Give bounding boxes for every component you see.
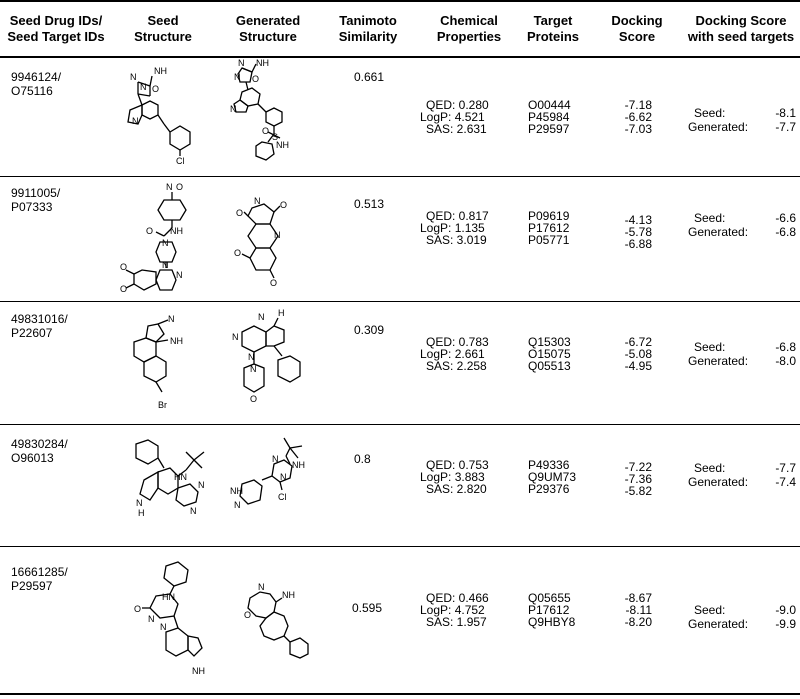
header-generated-line1: Generated — [235, 13, 301, 28]
docking-scores-3 — [612, 336, 652, 372]
atom-label: N — [250, 364, 257, 374]
header-seed-structure — [128, 13, 198, 45]
generated-structure-3 — [228, 308, 312, 425]
target-proteins-4 — [528, 459, 576, 495]
atom-label: O — [176, 182, 184, 192]
docking-seed-targets-1 — [688, 106, 796, 134]
atom-label: N — [258, 312, 265, 322]
atom-label: O — [120, 262, 128, 272]
atom-label: O — [244, 610, 252, 620]
target-protein: O00444 — [528, 98, 571, 112]
header-targets-line2: Proteins — [526, 29, 579, 44]
atom-label: N — [166, 182, 173, 192]
docking-score: -4.95 — [624, 359, 652, 373]
target-protein: P49336 — [528, 458, 570, 472]
generated-score: -6.8 — [775, 225, 796, 239]
atom-label: N — [162, 238, 169, 248]
seed-score-row — [688, 461, 796, 475]
seed-structure-1 — [120, 60, 220, 180]
generated-label: Generated: — [688, 617, 749, 631]
target-proteins-1 — [528, 99, 571, 135]
docking-score: -5.08 — [624, 347, 652, 361]
atom-label: Cl — [278, 492, 287, 502]
tanimoto-value: 0.595 — [352, 601, 383, 615]
target-protein: Q9HBY8 — [528, 615, 576, 629]
table-row-5-ids — [11, 565, 68, 593]
seed-drug-id: 49831016/ — [11, 312, 68, 326]
table-top-rule — [0, 0, 800, 2]
table-row-2-ids — [11, 186, 60, 214]
generated-score: -7.4 — [775, 475, 796, 489]
molecule-drawing — [238, 584, 308, 664]
header-targets — [510, 13, 596, 45]
seed-structure-5 — [122, 556, 212, 691]
docking-score: -6.62 — [624, 110, 652, 124]
target-protein: P17612 — [528, 603, 570, 617]
molecule-drawing — [122, 312, 202, 420]
atom-label: Br — [158, 400, 167, 410]
target-protein: P45984 — [528, 110, 570, 124]
seed-score: -6.6 — [775, 211, 796, 225]
docking-scores-5 — [612, 592, 652, 628]
atom-label: O — [262, 126, 270, 136]
atom-label: N — [160, 622, 167, 632]
docking-seed-targets-3 — [688, 340, 796, 368]
atom-label: N — [132, 116, 139, 126]
molecule-drawing — [122, 556, 212, 686]
table-row-3-ids — [11, 312, 68, 340]
atom-label: NH — [230, 486, 243, 496]
generated-structure-2 — [230, 194, 306, 291]
atom-label: N — [232, 332, 239, 342]
atom-label: N — [238, 58, 245, 68]
generated-label: Generated: — [688, 475, 749, 489]
docking-scores-2 — [612, 214, 652, 250]
qed-value: QED: 0.280 — [426, 98, 489, 112]
tanimoto-value: 0.513 — [354, 197, 385, 211]
row-divider — [0, 424, 800, 425]
atom-label: N — [168, 314, 175, 324]
chemical-properties-2 — [420, 210, 489, 246]
target-protein: Q05655 — [528, 591, 571, 605]
logp-value: LogP: 4.752 — [420, 603, 485, 617]
logp-value: LogP: 1.135 — [420, 221, 485, 235]
logp-value: LogP: 4.521 — [420, 110, 485, 124]
generated-score: -9.9 — [775, 617, 796, 631]
seed-score: -6.8 — [775, 340, 796, 354]
atom-label: N — [258, 582, 265, 592]
qed-value: QED: 0.783 — [426, 335, 489, 349]
atom-label: O — [146, 226, 154, 236]
header-tanimoto — [325, 13, 411, 45]
logp-value: LogP: 2.661 — [420, 347, 485, 361]
seed-drug-id: 9946124/ — [11, 70, 62, 84]
atom-label: HN — [162, 592, 175, 602]
header-seed-line1: Seed — [147, 13, 179, 28]
atom-label: O — [120, 284, 128, 294]
seed-target-id: O96013 — [11, 451, 54, 465]
atom-label: O — [236, 208, 244, 218]
docking-score: -8.11 — [625, 603, 652, 617]
header-ids — [0, 13, 112, 45]
atom-label: N — [198, 480, 205, 490]
header-chemical — [424, 13, 514, 45]
docking-seed-targets-4 — [688, 461, 796, 489]
header-generated-structure — [222, 13, 314, 45]
seed-label: Seed: — [694, 603, 726, 617]
table-row-4-ids — [11, 437, 68, 465]
atom-label: N — [280, 472, 287, 482]
target-protein: Q9UM73 — [528, 470, 577, 484]
atom-label: N — [274, 230, 281, 240]
target-protein: P09619 — [528, 209, 570, 223]
seed-score-row — [688, 211, 796, 225]
generated-score-row — [688, 354, 796, 368]
sas-value: SAS: 2.631 — [426, 122, 487, 136]
table-row-1-ids — [11, 70, 61, 98]
seed-score-row — [688, 106, 796, 120]
logp-value: LogP: 3.883 — [420, 470, 485, 484]
seed-label: Seed: — [694, 106, 726, 120]
target-protein: Q05513 — [528, 359, 571, 373]
atom-label: O — [134, 604, 142, 614]
header-seed-line2: Structure — [134, 29, 192, 44]
generated-score-row — [688, 225, 796, 239]
seed-label: Seed: — [694, 340, 726, 354]
header-docking-seed — [682, 13, 800, 45]
atom-label: H — [278, 308, 285, 318]
docking-score: -5.82 — [624, 484, 652, 498]
atom-label: NH — [154, 66, 167, 76]
atom-label: N — [230, 104, 237, 114]
atom-label: N — [254, 196, 261, 206]
atom-label: NH — [170, 226, 183, 236]
qed-value: QED: 0.466 — [426, 591, 489, 605]
chemical-properties-5 — [420, 592, 489, 628]
header-targets-line1: Target — [533, 13, 573, 28]
seed-target-id: P29597 — [11, 579, 53, 593]
docking-seed-targets-2 — [688, 211, 796, 239]
seed-target-id: P22607 — [11, 326, 53, 340]
docking-score: -5.78 — [624, 225, 652, 239]
docking-score: -7.36 — [624, 472, 652, 486]
generated-label: Generated: — [688, 120, 749, 134]
atom-label: O — [270, 278, 278, 288]
docking-score: -6.88 — [624, 237, 652, 251]
molecule-drawing — [228, 308, 312, 420]
atom-label: O — [250, 394, 258, 404]
docking-score: -7.18 — [624, 98, 652, 112]
header-ids-line2: Seed Target IDs — [7, 29, 105, 44]
atom-label: N — [148, 614, 155, 624]
seed-drug-id: 49830284/ — [11, 437, 68, 451]
atom-label: N — [234, 72, 241, 82]
chemical-properties-1 — [420, 99, 489, 135]
docking-score: -8.67 — [624, 591, 652, 605]
tanimoto-value: 0.661 — [354, 70, 385, 84]
seed-label: Seed: — [694, 211, 726, 225]
atom-label: N — [130, 72, 137, 82]
tanimoto-value: 0.309 — [354, 323, 385, 337]
generated-label: Generated: — [688, 354, 749, 368]
qed-value: QED: 0.817 — [426, 209, 489, 223]
molecule-drawing — [228, 60, 318, 175]
header-docking-line1: Docking — [611, 13, 663, 28]
seed-target-id: O75116 — [11, 84, 53, 98]
target-protein: P29597 — [528, 122, 570, 136]
generated-score: -8.0 — [775, 354, 796, 368]
generated-score: -7.7 — [775, 120, 796, 134]
atom-label: N — [248, 352, 255, 362]
target-proteins-5 — [528, 592, 575, 628]
sas-value: SAS: 2.258 — [426, 359, 487, 373]
header-docking — [600, 13, 674, 45]
chemical-properties-4 — [420, 459, 489, 495]
sas-value: SAS: 1.957 — [426, 615, 487, 629]
molecule-drawing — [120, 60, 220, 175]
atom-label: O — [152, 84, 160, 94]
docking-seed-targets-5 — [688, 603, 796, 631]
atom-label: NH — [282, 590, 295, 600]
target-proteins-3 — [528, 336, 571, 372]
seed-structure-2 — [120, 180, 220, 303]
header-docking-line2: Score — [618, 29, 656, 44]
target-protein: P29376 — [528, 482, 570, 496]
seed-drug-id: 9911005/ — [11, 186, 61, 200]
molecule-drawing — [226, 430, 316, 536]
tanimoto-value: 0.8 — [354, 452, 371, 466]
header-rule — [0, 56, 800, 58]
header-docking-seed-line2: with seed targets — [687, 29, 795, 44]
molecule-drawing — [120, 430, 220, 536]
sas-value: SAS: 3.019 — [426, 233, 487, 247]
atom-label: O — [280, 200, 288, 210]
header-tanimoto-line2: Similarity — [338, 29, 398, 44]
docking-score: -4.13 — [624, 213, 652, 227]
docking-score: -6.72 — [624, 335, 652, 349]
seed-score: -7.7 — [775, 461, 796, 475]
generated-structure-1 — [228, 60, 318, 180]
docking-scores-4 — [612, 461, 652, 497]
atom-label: NH — [170, 336, 183, 346]
seed-target-id: P07333 — [11, 200, 53, 214]
header-generated-line2: Structure — [239, 29, 297, 44]
docking-score: -7.03 — [624, 122, 652, 136]
header-tanimoto-line1: Tanimoto — [339, 13, 397, 28]
generated-structure-4 — [226, 430, 316, 541]
atom-label: O — [234, 248, 242, 258]
seed-score: -8.1 — [775, 106, 796, 120]
table-bottom-rule — [0, 693, 800, 695]
atom-label: H — [138, 508, 145, 518]
atom-label: NH — [292, 460, 305, 470]
row-divider — [0, 546, 800, 547]
atom-label: Cl — [176, 156, 185, 166]
atom-label: NH — [276, 140, 289, 150]
target-protein: O15075 — [528, 347, 571, 361]
target-protein: Q15303 — [528, 335, 571, 349]
atom-label: N — [140, 82, 147, 92]
atom-label: HN — [174, 472, 187, 482]
seed-label: Seed: — [694, 461, 726, 475]
atom-label: N — [136, 498, 143, 508]
generated-label: Generated: — [688, 225, 749, 239]
seed-score: -9.0 — [775, 603, 796, 617]
seed-structure-4 — [120, 430, 220, 541]
atom-label: N — [234, 500, 241, 510]
target-protein: P17612 — [528, 221, 570, 235]
atom-label: N — [272, 454, 279, 464]
header-chemical-line2: Properties — [436, 29, 502, 44]
docking-score: -8.20 — [624, 615, 652, 629]
generated-structure-5 — [238, 584, 308, 669]
docking-scores-1 — [612, 99, 652, 135]
atom-label: NH — [192, 666, 205, 676]
seed-drug-id: 16661285/ — [11, 565, 68, 579]
atom-label: S — [272, 132, 279, 142]
atom-label: N — [176, 270, 183, 280]
generated-score-row — [688, 120, 796, 134]
generated-score-row — [688, 475, 796, 489]
target-protein: P05771 — [528, 233, 570, 247]
docking-score: -7.22 — [624, 460, 652, 474]
seed-score-row — [688, 603, 796, 617]
target-proteins-2 — [528, 210, 569, 246]
atom-label: NH — [256, 58, 269, 68]
header-chemical-line1: Chemical — [440, 13, 498, 28]
molecule-drawing — [120, 180, 220, 298]
atom-label: O — [252, 74, 260, 84]
generated-score-row — [688, 617, 796, 631]
seed-score-row — [688, 340, 796, 354]
sas-value: SAS: 2.820 — [426, 482, 487, 496]
header-docking-seed-line1: Docking Score — [695, 13, 787, 28]
chemical-properties-3 — [420, 336, 489, 372]
atom-label: N — [162, 260, 169, 270]
qed-value: QED: 0.753 — [426, 458, 489, 472]
seed-structure-3 — [122, 312, 202, 425]
header-ids-line1: Seed Drug IDs/ — [9, 13, 103, 28]
molecule-drawing — [230, 194, 306, 286]
atom-label: N — [190, 506, 197, 516]
